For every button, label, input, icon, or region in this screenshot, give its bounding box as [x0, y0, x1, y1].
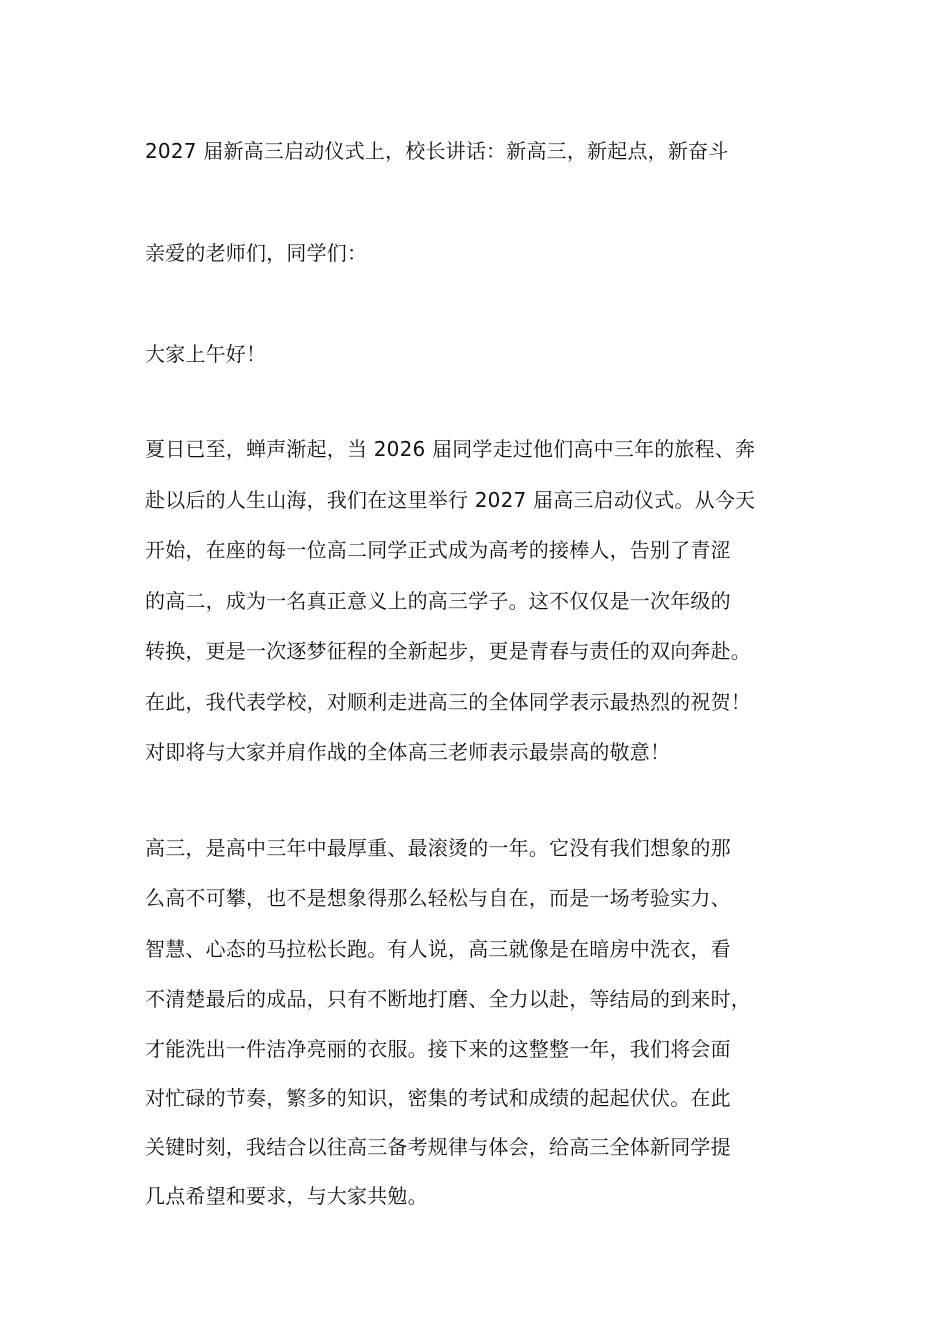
paragraph-2-line: 么高不可攀，也不是想象得那么轻松与自在，而是一场考验实力、: [145, 886, 731, 910]
paragraph-2-line: 高三，是高中三年中最厚重、最滚烫的一年。它没有我们想象的那: [145, 836, 731, 860]
paragraph-2-line: 才能洗出一件洁净亮丽的衣服。接下来的这整整一年，我们将会面: [145, 1037, 731, 1061]
paragraph-2-line: 对忙碌的节奏，繁多的知识，密集的考试和成绩的起起伏伏。在此: [145, 1086, 731, 1110]
document-title: 2027 届新高三启动仪式上，校长讲话：新高三，新起点，新奋斗: [145, 139, 729, 163]
paragraph-2-line: 不清楚最后的成品，只有不断地打磨、全力以赴，等结局的到来时，: [145, 987, 751, 1011]
paragraph-2-line: 智慧、心态的马拉松长跑。有人说，高三就像是在暗房中洗衣，看: [145, 937, 731, 961]
paragraph-1-line: 在此，我代表学校，对顺利走进高三的全体同学表示最热烈的祝贺！: [145, 690, 751, 714]
paragraph-1-line: 转换，更是一次逐梦征程的全新起步，更是青春与责任的双向奔赴。: [145, 639, 751, 663]
paragraph-1-line: 对即将与大家并肩作战的全体高三老师表示最崇高的敬意！: [145, 740, 671, 764]
paragraph-1-line: 开始，在座的每一位高二同学正式成为高考的接棒人，告别了青涩: [145, 538, 731, 562]
paragraph-1-line: 的高二，成为一名真正意义上的高三学子。这不仅仅是一次年级的: [145, 589, 731, 613]
paragraph-1-line: 赴以后的人生山海，我们在这里举行 2027 届高三启动仪式。从今天: [145, 488, 756, 512]
paragraph-2-line: 关键时刻，我结合以往高三备考规律与体会，给高三全体新同学提: [145, 1135, 731, 1159]
paragraph-1-line: 夏日已至，蝉声渐起，当 2026 届同学走过他们高中三年的旅程、奔: [145, 437, 756, 461]
paragraph-2-line: 几点希望和要求，与大家共勉。: [145, 1184, 428, 1208]
greeting: 大家上午好！: [145, 342, 267, 366]
salutation: 亲爱的老师们，同学们：: [145, 241, 368, 265]
